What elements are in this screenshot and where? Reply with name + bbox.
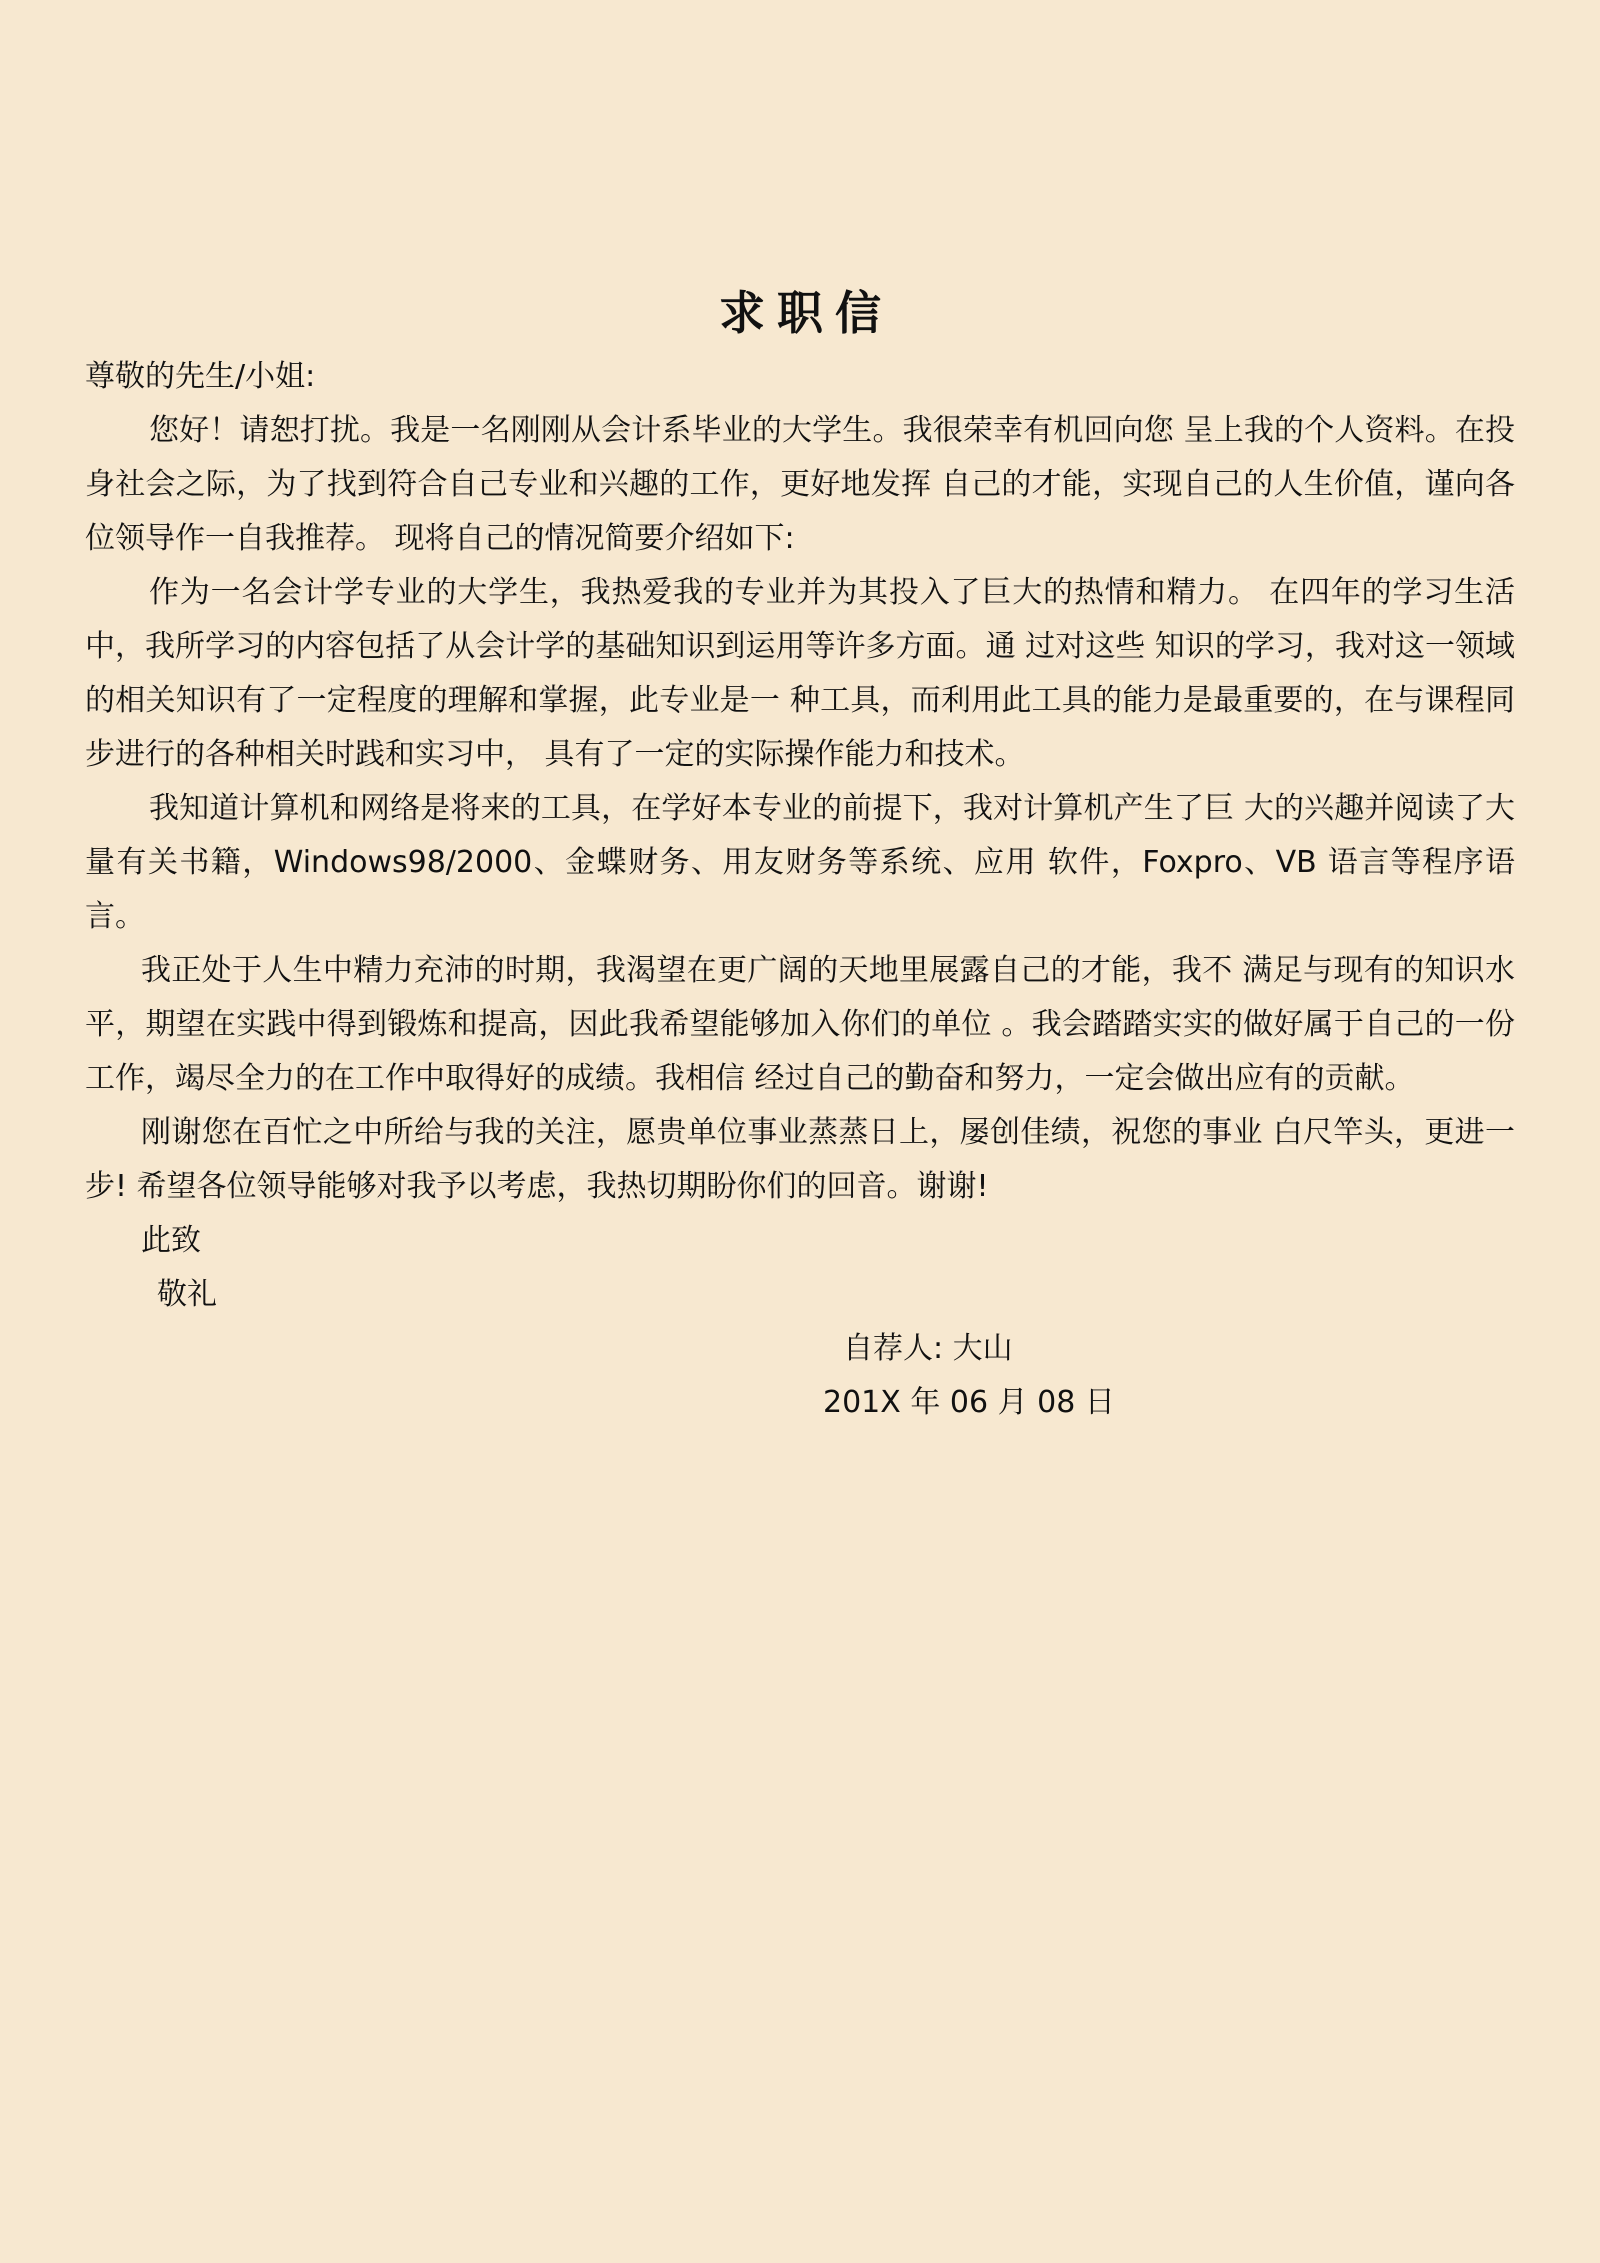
signature-block	[823, 1322, 1515, 1430]
paragraph-intro: 您好！请恕打扰。我是一名刚刚从会计系毕业的大学生。我很荣幸有机回向您 呈上我的个人资料。在投身社会之际，为了找到符合自己专业和兴趣的工作，更好地发挥 自己的才能，实现自己的人生价值，谨向各位领导作一自我推荐。 现将自己的情况简要介绍如下:	[85, 413, 1515, 556]
signature-name: 自荐人: 大山	[843, 1331, 1013, 1366]
closing-line-2: 敬礼	[157, 1277, 217, 1312]
paragraph-motivation: 我正处于人生中精力充沛的时期，我渴望在更广阔的天地里展露自己的才能，我不 满足与现有的知识水平，期望在实践中得到锻炼和提高，因此我希望能够加入你们的单位 。我会踏踏实实的做好属于自己的一份工作，竭尽全力的在工作中取得好的成绩。我相信 经过自己的勤奋和努力，一定会做出应有的贡献。	[85, 953, 1515, 1096]
closing-line-1: 此致	[141, 1223, 201, 1258]
signature-date: 201X 年 06 月 08 日	[823, 1385, 1115, 1420]
paragraph-computer-skills: 我知道计算机和网络是将来的工具，在学好本专业的前提下，我对计算机产生了巨 大的兴趣并阅读了大量有关书籍，Windows98/2000、金蝶财务、用友财务等系统、应用 软件，Foxpro、VB 语言等程序语言。	[85, 791, 1515, 934]
paragraph-education: 作为一名会计学专业的大学生，我热爱我的专业并为其投入了巨大的热情和精力。 在四年的学习生活中，我所学习的内容包括了从会计学的基础知识到运用等许多方面。通 过对这些 知识的学习，我对这一领域的相关知识有了一定程度的理解和掌握，此专业是一 种工具，而利用此工具的能力是最重要的，在与课程同步进行的各种相关时践和实习中， 具有了一定的实际操作能力和技术。	[85, 575, 1515, 772]
paragraph-thanks: 刚谢您在百忙之中所给与我的关注，愿贵单位事业蒸蒸日上，屡创佳绩，祝您的事业 白尺竿头，更进一步! 希望各位领导能够对我予以考虑，我热切期盼你们的回音。谢谢!	[85, 1115, 1515, 1204]
cover-letter	[85, 278, 1515, 1430]
salutation: 尊敬的先生/小姐:	[85, 359, 316, 394]
document-title: 求职信	[719, 286, 893, 340]
